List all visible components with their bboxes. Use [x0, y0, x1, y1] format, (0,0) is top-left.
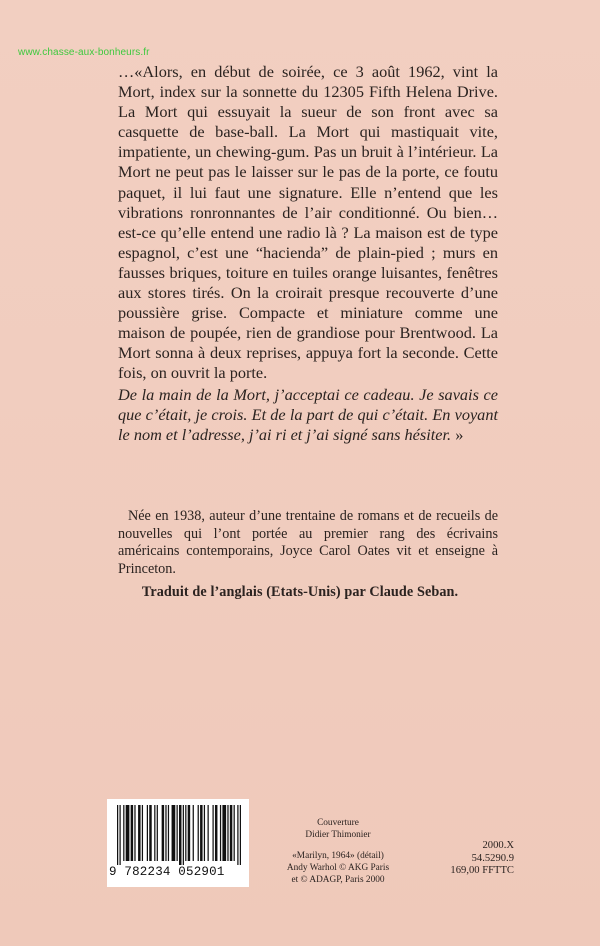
- barcode-bar: [117, 805, 118, 865]
- barcode-bar: [123, 805, 124, 861]
- credits-line-5: et © ADAGP, Paris 2000: [291, 874, 385, 885]
- credits-line-2: Didier Thimonier: [305, 829, 371, 840]
- cover-credits: [276, 818, 400, 887]
- code-1: 2000.X: [482, 840, 514, 851]
- excerpt-paragraph: …«Alors, en début de soirée, ce 3 août 1962, vint la Mort, index sur la sonnette du 12305 Fifth Helena Drive. La Mort qui essuyait la sueur de son front avec sa casquette de base-ball. La Mort qui mastiquait vite, impatiente, un chewing-gum. Pas un bruit à l’intérieur. La Mort ne peut pas le laisser sur le pas de la porte, ce foutu paquet, il lui faut une signature. Elle n’entend que les vibrations ronronnantes de l’air conditionné. Ou bien… est-ce qu’elle entend une radio là ? La maison est de type espagnol, c’est une “hacienda” de plain-pied ; murs en fausses briques, toiture en tuiles orange luisantes, fenêtres aux stores tirés. On la croirait presque recouverte d’une poussière grise. Compacte et miniature comme une maison de poupée, rien de grandiose pour Brentwood. La Mort sonna à deux reprises, appuya fort la seconde. Cette fois, on ouvrit la porte.: [118, 62, 498, 383]
- barcode-bar: [193, 805, 194, 861]
- barcode-bar: [183, 805, 184, 865]
- isbn-barcode: [107, 799, 249, 887]
- barcode-bar: [177, 805, 178, 861]
- credits-line-4: Andy Warhol © AKG Paris: [286, 863, 390, 874]
- translator-credit: Traduit de l’anglais (Etats-Unis) par Claude Seban.: [141, 584, 459, 600]
- price: 169,00 FFTTC: [450, 865, 514, 877]
- excerpt-quote-closing: »: [451, 424, 464, 444]
- barcode-bar: [119, 805, 120, 865]
- barcode-bar: [149, 805, 151, 861]
- barcode-bar: [220, 805, 221, 861]
- credits-line-3: «Marilyn, 1964» (détail): [292, 851, 384, 862]
- barcode-bar: [154, 805, 155, 861]
- barcode-bar: [162, 805, 164, 861]
- barcode-bar: [185, 805, 186, 861]
- author-bio: Née en 1938, auteur d’une trentaine de romans et de recueils de nouvelles qui l’ont portée au premier rang des écrivains américains contemporains, Joyce Carol Oates vit et enseigne à Princeton.: [118, 508, 498, 577]
- barcode-bar: [234, 805, 235, 861]
- excerpt: [118, 62, 498, 445]
- barcode-bar: [200, 805, 202, 861]
- barcode-bar: [168, 805, 169, 861]
- code-2: 54.5290.9: [471, 852, 514, 864]
- excerpt-quote: [118, 385, 498, 445]
- barcode-bar: [134, 805, 135, 861]
- barcode-bar: [188, 805, 190, 861]
- barcode-bar: [131, 805, 133, 861]
- barcode-bar: [172, 805, 176, 861]
- barcode-bar: [138, 805, 140, 861]
- catalog-codes: [424, 840, 514, 878]
- barcode-bar: [142, 805, 143, 861]
- barcode-bar: [179, 805, 181, 865]
- barcode-bar: [215, 805, 217, 861]
- barcode-bar: [126, 805, 130, 861]
- barcode-bar: [204, 805, 205, 861]
- barcode-bar: [165, 805, 166, 861]
- barcode-bar: [147, 805, 148, 861]
- barcode-bar: [222, 805, 226, 861]
- barcode-bar: [198, 805, 199, 861]
- barcode-bars: [117, 805, 241, 865]
- barcode-bar: [212, 805, 213, 861]
- credits-line-1: Couverture: [317, 818, 359, 828]
- barcode-bar: [157, 805, 158, 861]
- excerpt-quote-text: De la main de la Mort, j’acceptai ce cadeau. Je savais ce que c’était, je crois. Et de la part de qui c’était. En voyant le nom et l’adresse, j’ai ri et j’ai signé sans hésiter.: [118, 384, 498, 444]
- barcode-bar: [227, 805, 228, 861]
- barcode-bar: [240, 805, 241, 865]
- barcode-bar: [230, 805, 232, 861]
- barcode-bar: [208, 805, 209, 861]
- isbn-digits: 9 782234 052901: [109, 865, 225, 879]
- watermark-link[interactable]: www.chasse-aux-bonheurs.fr: [18, 47, 150, 58]
- barcode-bar: [237, 805, 238, 865]
